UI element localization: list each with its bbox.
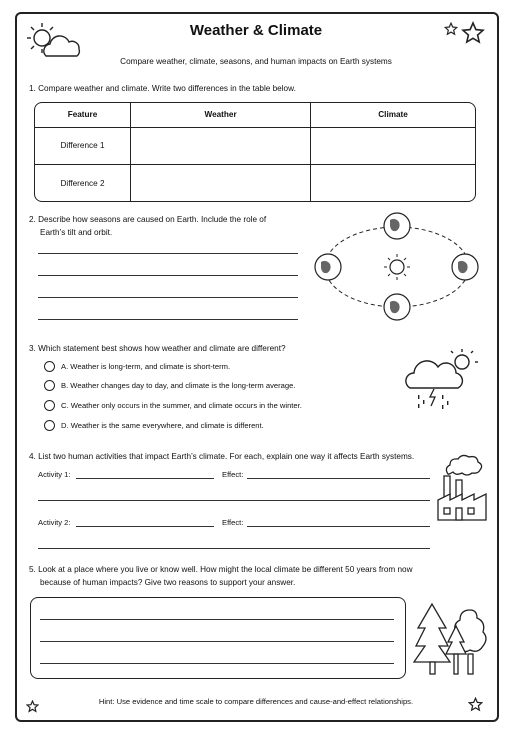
answer-line[interactable] [38,253,298,254]
effect-1-label: Effect: [222,470,244,479]
radio-option-d[interactable] [44,420,55,431]
answer-line[interactable] [38,319,298,320]
question-3-prompt: 3. Which statement best shows how weather and climate are different? [29,344,286,353]
question-1-prompt: 1. Compare weather and climate. Write two differences in the table below. [29,84,296,93]
weather-answer-cell-2[interactable] [131,165,311,201]
page-subtitle: Compare weather, climate, seasons, and human impacts on Earth systems [120,57,392,66]
option-b-text: B. Weather changes day to day, and climate is the long-term average. [61,381,296,390]
table-header-feature: Feature [35,103,131,127]
question-5-prompt: 5. Look at a place where you live or know well. How might the local climate be different 50 years from now because of human impacts? Give two reasons to support your answer. [29,565,413,587]
answer-line[interactable] [38,275,298,276]
question-2-prompt: 2. Describe how seasons are caused on Earth. Include the role of Earth’s tilt and orbit. [29,215,267,237]
answer-line[interactable] [40,641,394,642]
answer-line[interactable] [40,663,394,664]
comparison-table [34,102,476,202]
effect-2-label: Effect: [222,518,244,527]
option-c-text: C. Weather only occurs in the summer, and climate occurs in the winter. [61,401,302,410]
storm-cloud-icon [404,345,484,413]
activity-2-label: Activity 2: [38,518,71,527]
question-5-answer-box[interactable] [30,597,406,679]
option-d-text: D. Weather is the same everywhere, and climate is different. [61,421,264,430]
answer-line[interactable] [38,500,430,501]
effect-1-line[interactable] [247,478,430,479]
table-row-label: Difference 1 [35,127,131,165]
radio-option-a[interactable] [44,361,55,372]
option-a-text: A. Weather is long-term, and climate is short-term. [61,362,231,371]
page-title: Weather & Climate [189,22,323,39]
activity-2-line[interactable] [76,526,214,527]
climate-answer-cell-1[interactable] [311,127,475,165]
table-row-label: Difference 2 [35,165,131,201]
answer-line[interactable] [38,297,298,298]
trees-icon [412,598,488,678]
activity-1-label: Activity 1: [38,470,71,479]
activity-1-line[interactable] [76,478,214,479]
table-header-climate: Climate [311,103,475,127]
weather-answer-cell-1[interactable] [131,127,311,165]
effect-2-line[interactable] [247,526,430,527]
climate-answer-cell-2[interactable] [311,165,475,201]
earth-orbit-diagram [310,210,485,325]
question-4-prompt: 4. List two human activities that impact Earth’s climate. For each, explain one way it affects Earth systems. [29,452,415,461]
factory-icon [434,452,490,524]
radio-option-b[interactable] [44,380,55,391]
hint-text: Hint: Use evidence and time scale to compare differences and cause-and-effect relationships. [98,697,414,706]
answer-line[interactable] [40,619,394,620]
table-header-weather: Weather [131,103,311,127]
answer-line[interactable] [38,548,430,549]
radio-option-c[interactable] [44,400,55,411]
